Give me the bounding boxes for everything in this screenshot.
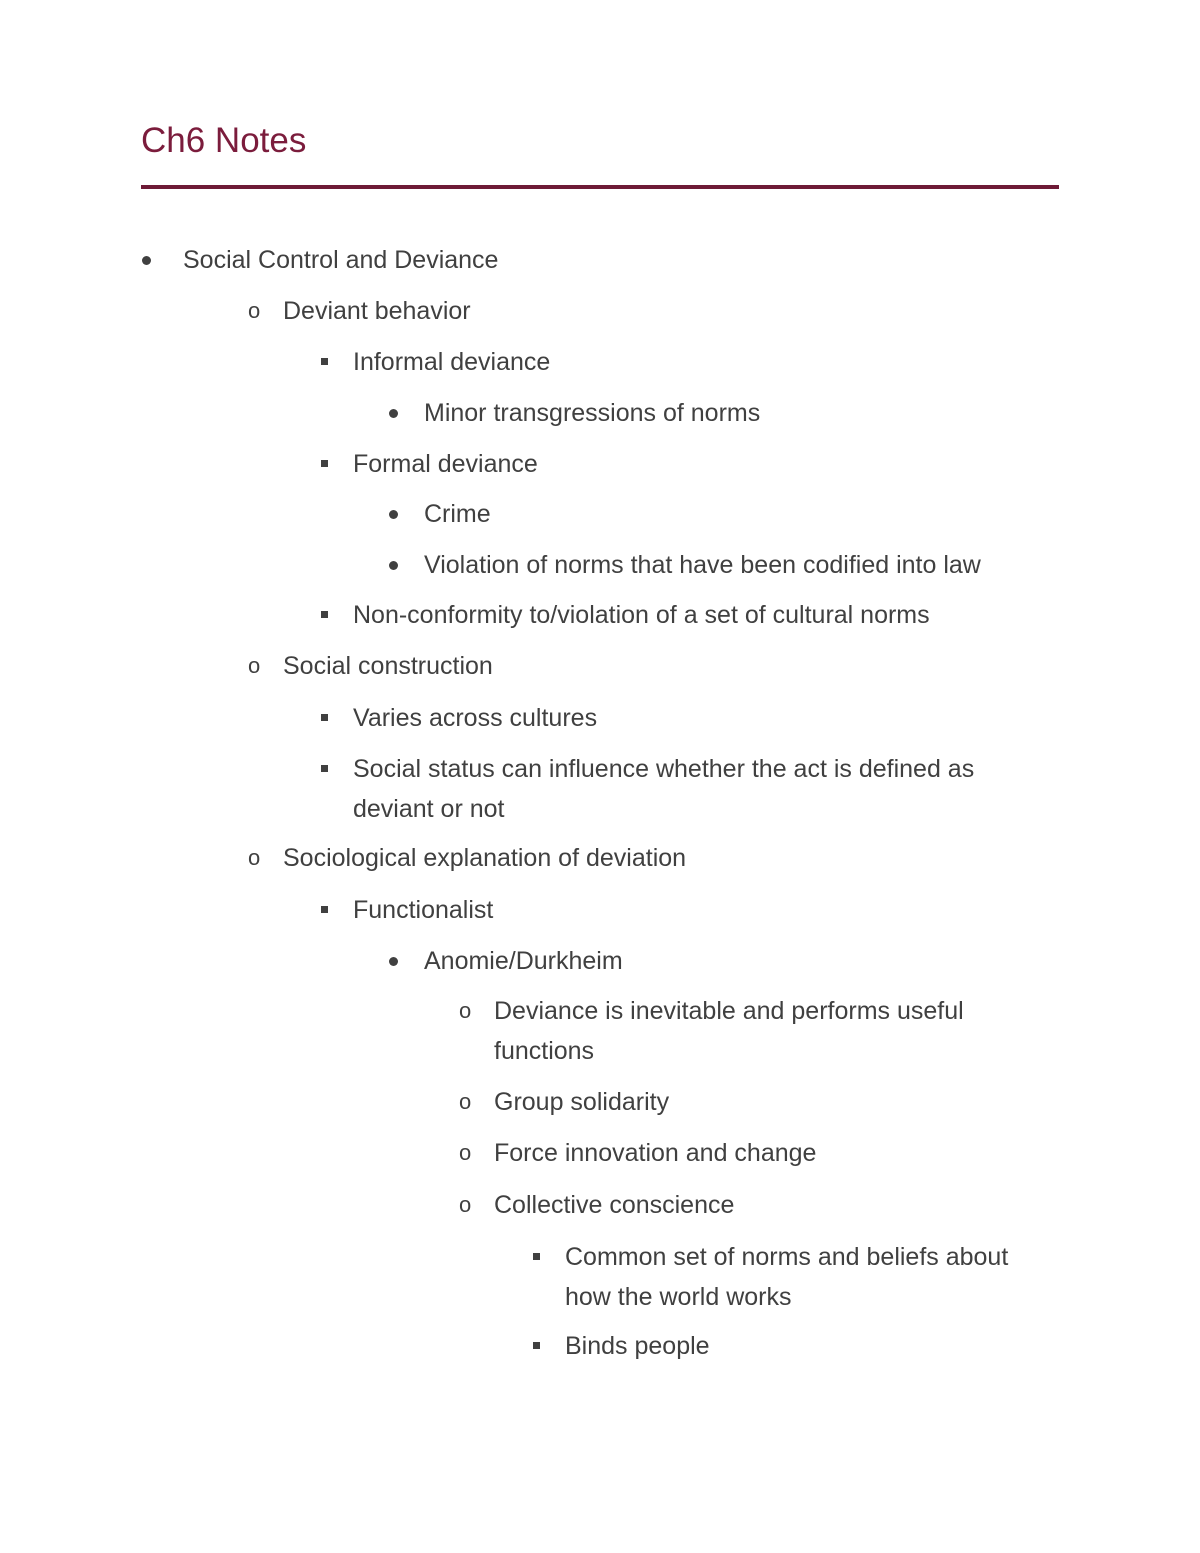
list-item: Binds people [565,1326,710,1366]
list-item: Social status can influence whether the act is defined as deviant or not [353,749,974,829]
bullet-square-icon [533,1342,540,1349]
list-item: Crime [424,494,491,534]
bullet-square-icon [321,611,328,618]
list-item: o Social construction [283,646,493,686]
list-item: Formal deviance [353,444,538,484]
bullet-circle-marker: o [459,1140,472,1165]
list-item-continuation: how the world works [565,1283,792,1311]
bullet-circle-marker: o [459,1192,472,1217]
list-item: Varies across cultures [353,698,597,738]
bullet-square-icon [321,906,328,913]
list-item: Violation of norms that have been codified into law [424,545,981,585]
list-item: Minor transgressions of norms [424,393,760,433]
title-divider [141,185,1059,189]
list-item-continuation: deviant or not [353,795,505,823]
bullet-dot-icon [142,256,151,265]
bullet-square-icon [321,714,328,721]
bullet-circle-marker: o [459,1089,472,1114]
list-item: o Group solidarity [494,1082,669,1122]
page-title: Ch6 Notes [141,121,307,160]
list-item: o Sociological explanation of deviation [283,838,686,878]
list-item: Anomie/Durkheim [424,941,623,981]
bullet-circle-marker: o [248,845,261,870]
list-item: Common set of norms and beliefs about how the world works [565,1237,1008,1317]
list-item: Non-conformity to/violation of a set of cultural norms [353,595,930,635]
list-item: o Deviant behavior [283,291,471,331]
bullet-circle-marker: o [248,298,261,323]
bullet-square-icon [321,460,328,467]
bullet-dot-icon [389,561,398,570]
list-item: Functionalist [353,890,493,930]
bullet-square-icon [321,358,328,365]
list-item: o Collective conscience [494,1185,734,1225]
bullet-circle-marker: o [459,998,472,1023]
list-item-continuation: functions [494,1037,595,1065]
list-item: Informal deviance [353,342,550,382]
list-item: o Deviance is inevitable and performs useful functions [494,991,964,1071]
bullet-square-icon [321,765,328,772]
list-item: o Force innovation and change [494,1133,816,1173]
bullet-dot-icon [389,409,398,418]
list-item: Social Control and Deviance [183,240,498,280]
bullet-dot-icon [389,957,398,966]
bullet-square-icon [533,1253,540,1260]
bullet-dot-icon [389,510,398,519]
bullet-circle-marker: o [248,653,261,678]
